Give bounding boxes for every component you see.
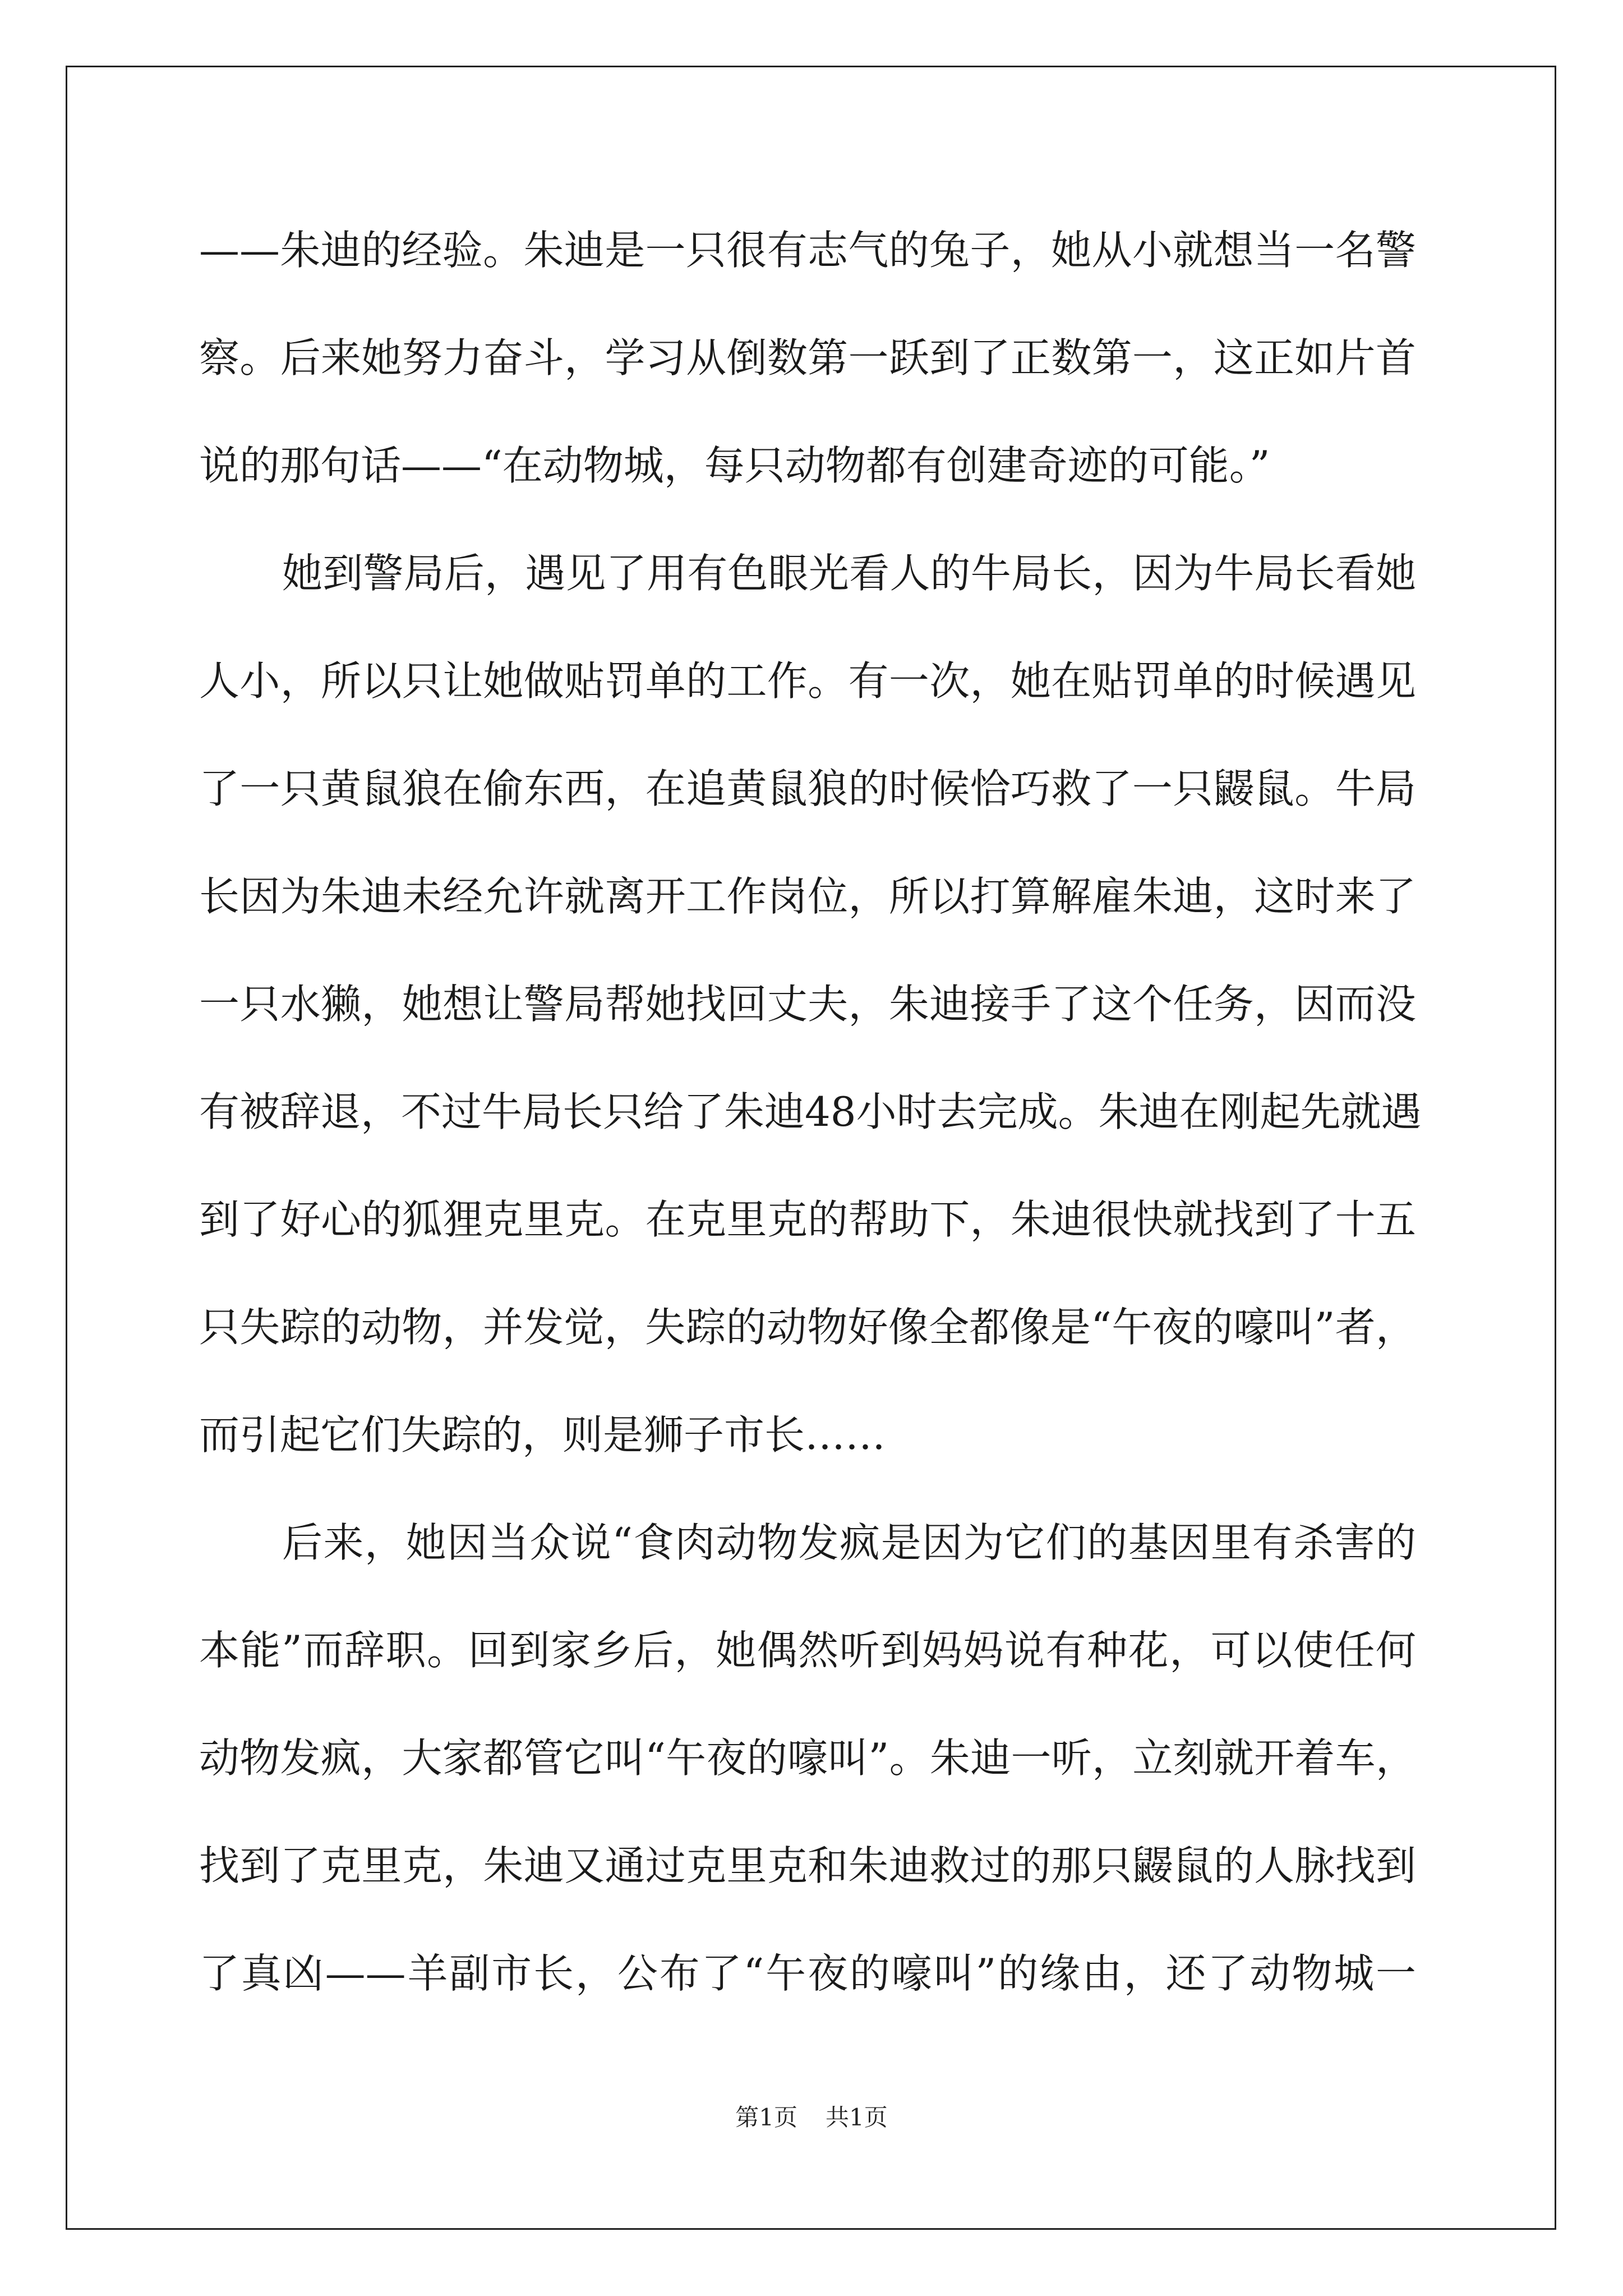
paragraph-2-line-6: 有被辞退，不过牛局长只给了朱迪48小时去完成。朱迪在刚起先就遇 — [199, 1088, 1422, 1135]
paragraph-2-line-9: 而引起它们失踪的，则是狮子市长…… — [199, 1411, 886, 1458]
page-number-current: 第1页 — [735, 2104, 797, 2131]
paragraph-2-line-2: 人小，所以只让她做贴罚单的工作。有一次，她在贴罚单的时候遇见 — [199, 657, 1416, 705]
paragraph-2-line-3: 了一只黄鼠狼在偷东西，在追黄鼠狼的时候恰巧救了一只鼹鼠。牛局 — [199, 765, 1416, 812]
paragraph-1-line-2: 察。后来她努力奋斗，学习从倒数第一跃到了正数第一，这正如片首 — [199, 334, 1416, 381]
paragraph-3-line-5: 了真凶——羊副市长，公布了“午夜的嚎叫”的缘由，还了动物城一 — [199, 1950, 1416, 1997]
paragraph-3-line-3: 动物发疯，大家都管它叫“午夜的嚎叫”。朱迪一听，立刻就开着车， — [199, 1734, 1416, 1782]
paragraph-3-line-2: 本能”而辞职。回到家乡后，她偶然听到妈妈说有种花，可以使任何 — [199, 1627, 1416, 1674]
paragraph-3-line-1: 后来，她因当众说“食肉动物发疯是因为它们的基因里有杀害的 — [282, 1519, 1416, 1566]
paragraph-2-line-4: 长因为朱迪未经允许就离开工作岗位，所以打算解雇朱迪，这时来了 — [199, 873, 1416, 920]
paragraph-2-line-7: 到了好心的狐狸克里克。在克里克的帮助下，朱迪很快就找到了十五 — [199, 1196, 1416, 1243]
paragraph-1-line-3: 说的那句话——“在动物城，每只动物都有创建奇迹的可能。” — [199, 442, 1270, 489]
paragraph-2-line-5: 一只水獭，她想让警局帮她找回丈夫，朱迪接手了这个任务，因而没 — [199, 981, 1416, 1028]
paragraph-2-line-1: 她到警局后，遇见了用有色眼光看人的牛局长，因为牛局长看她 — [282, 550, 1416, 597]
page-footer — [0, 2101, 1623, 2134]
page-number-total: 共1页 — [826, 2104, 888, 2131]
paragraph-1-line-1: ——朱迪的经验。朱迪是一只很有志气的兔子，她从小就想当一名警 — [199, 227, 1416, 274]
paragraph-3-line-4: 找到了克里克，朱迪又通过克里克和朱迪救过的那只鼹鼠的人脉找到 — [199, 1842, 1416, 1889]
paragraph-2-line-8: 只失踪的动物，并发觉，失踪的动物好像全都像是“午夜的嚎叫”者， — [199, 1304, 1416, 1351]
